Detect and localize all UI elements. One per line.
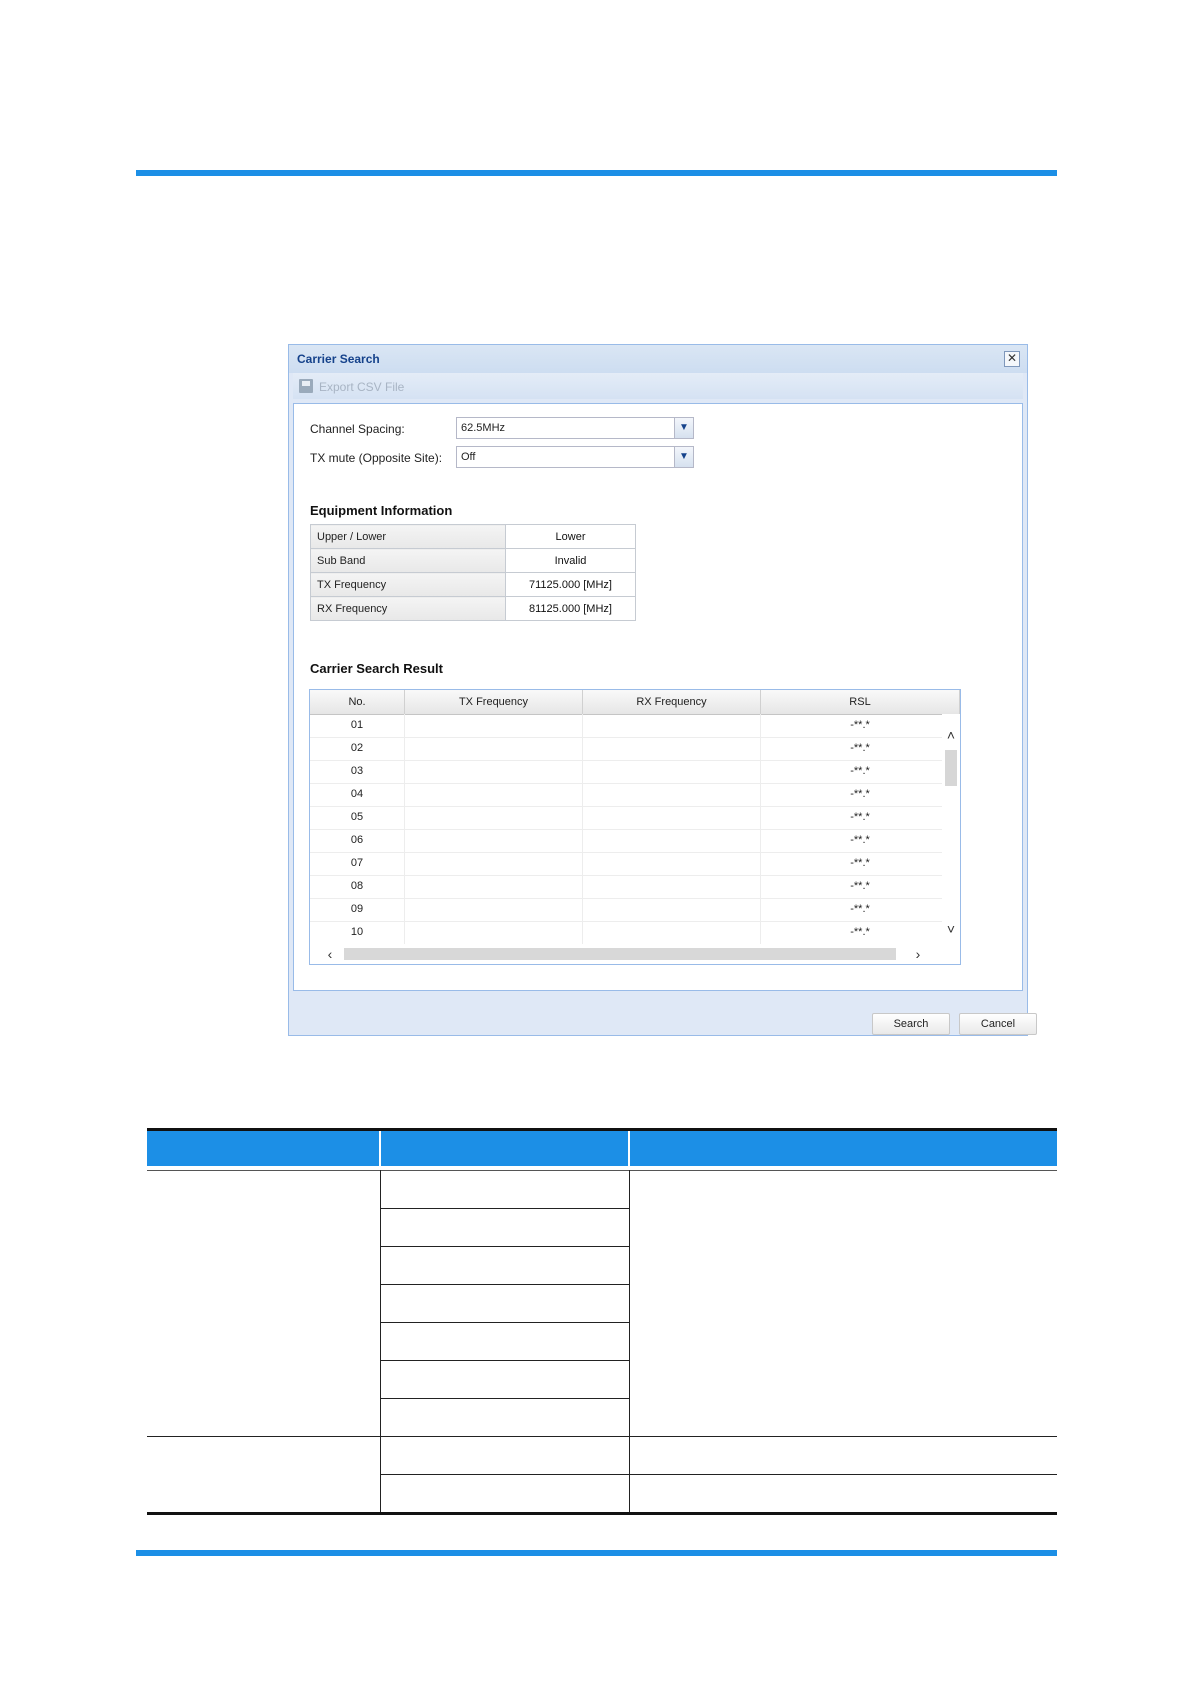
row-divider [147, 1436, 1057, 1437]
rsl-cell: -**.* [761, 783, 960, 806]
column-header-rx-frequency[interactable]: RX Frequency [583, 690, 761, 714]
search-result-title: Carrier Search Result [310, 661, 443, 676]
table-divider [147, 1170, 1057, 1171]
tx-mute-select[interactable] [456, 446, 694, 468]
column-divider [629, 1170, 630, 1512]
table-row [311, 597, 636, 621]
rx-frequency-cell [583, 783, 761, 806]
row-number: 06 [310, 829, 405, 852]
table-row [311, 525, 636, 549]
rx-frequency-cell [583, 875, 761, 898]
tx-mute-value: Off [461, 451, 476, 463]
tx-frequency-cell [405, 806, 583, 829]
equipment-key: RX Frequency [311, 597, 506, 621]
search-result-grid [309, 689, 961, 965]
channel-spacing-select[interactable] [456, 417, 694, 439]
equipment-value: Invalid [506, 549, 636, 573]
rx-frequency-cell [583, 737, 761, 760]
equipment-key: Upper / Lower [311, 525, 506, 549]
tx-frequency-cell [405, 760, 583, 783]
channel-spacing-value: 62.5MHz [461, 422, 506, 434]
rsl-cell: -**.* [761, 806, 960, 829]
row-number: 05 [310, 806, 405, 829]
rsl-cell: -**.* [761, 737, 960, 760]
row-number: 02 [310, 737, 405, 760]
vertical-scrollbar[interactable] [942, 714, 960, 946]
rsl-cell: -**.* [761, 875, 960, 898]
search-button[interactable]: Search [872, 1013, 950, 1035]
row-number: 03 [310, 760, 405, 783]
row-number: 08 [310, 875, 405, 898]
row-number: 10 [310, 921, 405, 944]
table-row[interactable] [310, 898, 942, 922]
dialog-body [293, 403, 1023, 991]
header-divider [628, 1131, 630, 1166]
column-header-no[interactable]: No. [310, 690, 405, 714]
horizontal-scrollbar[interactable] [310, 944, 960, 964]
equipment-info-title: Equipment Information [310, 503, 453, 518]
row-divider [380, 1398, 629, 1399]
rsl-cell: -**.* [761, 898, 960, 921]
row-divider [380, 1284, 629, 1285]
table-row[interactable] [310, 875, 942, 899]
rx-frequency-cell [583, 898, 761, 921]
tx-frequency-cell [405, 783, 583, 806]
bottom-accent-rule [136, 1550, 1057, 1556]
table-row [311, 573, 636, 597]
rsl-cell: -**.* [761, 760, 960, 783]
dialog-title: Carrier Search [297, 352, 380, 366]
chevron-down-icon[interactable]: ˅ [946, 921, 956, 937]
equipment-value: Lower [506, 525, 636, 549]
dialog-toolbar [293, 373, 1023, 399]
chevron-left-icon[interactable]: ‹ [327, 946, 333, 962]
chevron-right-icon[interactable]: › [915, 946, 921, 962]
tx-frequency-cell [405, 829, 583, 852]
column-divider [380, 1170, 381, 1512]
row-divider [380, 1246, 629, 1247]
rsl-cell: -**.* [761, 852, 960, 875]
tx-frequency-cell [405, 714, 583, 737]
save-icon [299, 379, 313, 393]
tx-mute-label: TX mute (Opposite Site): [310, 451, 443, 465]
table-header [147, 1128, 1057, 1166]
row-number: 07 [310, 852, 405, 875]
rx-frequency-cell [583, 714, 761, 737]
table-row[interactable] [310, 737, 942, 761]
rx-frequency-cell [583, 852, 761, 875]
row-divider [380, 1360, 629, 1361]
export-csv-button[interactable]: Export CSV File [319, 380, 405, 394]
row-divider [380, 1208, 629, 1209]
table-bottom-rule [147, 1512, 1057, 1515]
header-divider [379, 1131, 381, 1166]
rsl-cell: -**.* [761, 714, 960, 737]
row-divider [380, 1322, 629, 1323]
row-number: 04 [310, 783, 405, 806]
rsl-cell: -**.* [761, 829, 960, 852]
table-row[interactable] [310, 852, 942, 876]
rx-frequency-cell [583, 921, 761, 944]
dialog-titlebar[interactable] [289, 345, 1027, 373]
equipment-key: Sub Band [311, 549, 506, 573]
scrollbar-thumb[interactable] [344, 948, 896, 960]
carrier-search-dialog [288, 344, 1028, 1036]
table-row[interactable] [310, 783, 942, 807]
table-row[interactable] [310, 806, 942, 830]
tx-frequency-cell [405, 921, 583, 944]
rx-frequency-cell [583, 760, 761, 783]
table-row[interactable] [310, 760, 942, 784]
equipment-info-table [310, 524, 636, 621]
tx-frequency-cell [405, 898, 583, 921]
equipment-value: 81125.000 [MHz] [506, 597, 636, 621]
close-icon[interactable]: ✕ [1004, 351, 1020, 367]
row-number: 01 [310, 714, 405, 737]
scrollbar-thumb[interactable] [945, 750, 957, 786]
table-row [311, 549, 636, 573]
grid-header [310, 690, 960, 715]
top-accent-rule [136, 170, 1057, 176]
rx-frequency-cell [583, 829, 761, 852]
tx-frequency-cell [405, 737, 583, 760]
channel-spacing-label: Channel Spacing: [310, 422, 405, 436]
row-number: 09 [310, 898, 405, 921]
column-header-rsl[interactable]: RSL [761, 690, 960, 714]
chevron-up-icon[interactable]: ˄ [946, 727, 956, 743]
equipment-value: 71125.000 [MHz] [506, 573, 636, 597]
chevron-down-icon[interactable]: ▼ [674, 418, 693, 438]
row-divider [380, 1474, 1057, 1475]
rx-frequency-cell [583, 806, 761, 829]
chevron-down-icon[interactable]: ▼ [674, 447, 693, 467]
table-row[interactable] [310, 714, 942, 738]
tx-frequency-cell [405, 852, 583, 875]
equipment-key: TX Frequency [311, 573, 506, 597]
column-header-tx-frequency[interactable]: TX Frequency [405, 690, 583, 714]
table-row[interactable] [310, 829, 942, 853]
cancel-button[interactable]: Cancel [959, 1013, 1037, 1035]
table-row[interactable] [310, 921, 942, 945]
rsl-cell: -**.* [761, 921, 960, 944]
tx-frequency-cell [405, 875, 583, 898]
